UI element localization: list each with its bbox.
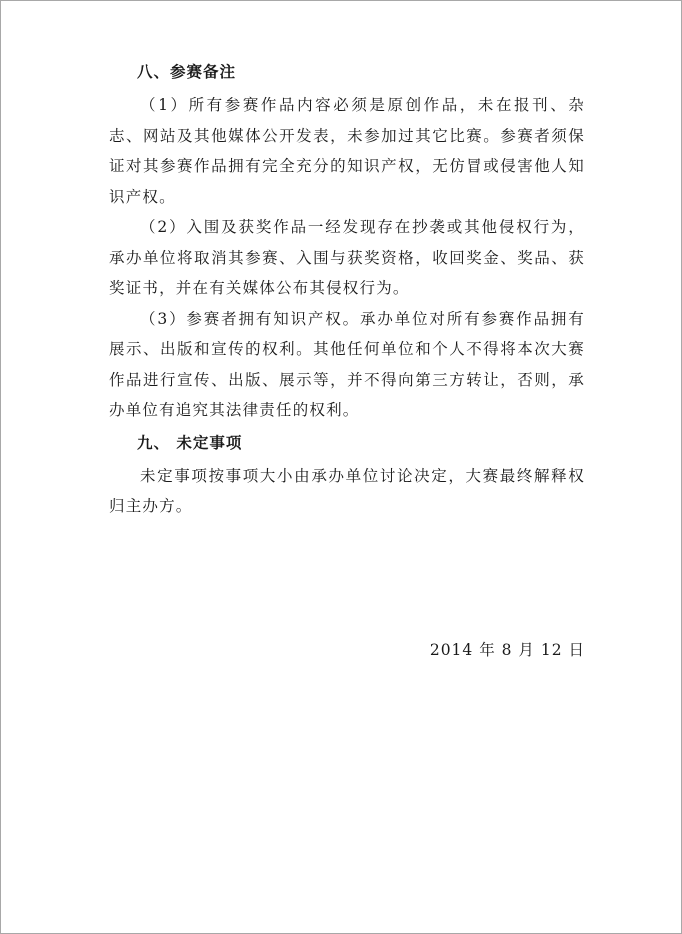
paragraph-rights: （3）参赛者拥有知识产权。承办单位对所有参赛作品拥有展示、出版和宣传的权利。其他任何单位和个人不得将本次大赛作品进行宣传、出版、展示等，并不得向第三方转让，否则，承办单位有追究其法律责任的权利。 bbox=[109, 309, 585, 419]
document-body bbox=[109, 57, 585, 659]
paragraph-originality: （1）所有参赛作品内容必须是原创作品，未在报刊、杂志、网站及其他媒体公开发表，未参加过其它比赛。参赛者须保证对其参赛作品拥有完全充分的知识产权，无仿冒或侵害他人知识产权。 bbox=[109, 96, 585, 206]
section-heading-remarks: 八、参赛备注 bbox=[137, 62, 237, 81]
paragraph-interpretation: 未定事项按事项大小由承办单位讨论决定，大赛最终解释权归主办方。 bbox=[109, 466, 585, 515]
section-heading-undecided: 九、 未定事项 bbox=[137, 432, 243, 452]
paragraph-infringement: （2）入围及获奖作品一经发现存在抄袭或其他侵权行为，承办单位将取消其参赛、入围与获奖资格，收回奖金、奖品、获奖证书，并在有关媒体公布其侵权行为。 bbox=[109, 218, 585, 297]
document-date: 2014 年 8 月 12 日 bbox=[429, 641, 585, 659]
